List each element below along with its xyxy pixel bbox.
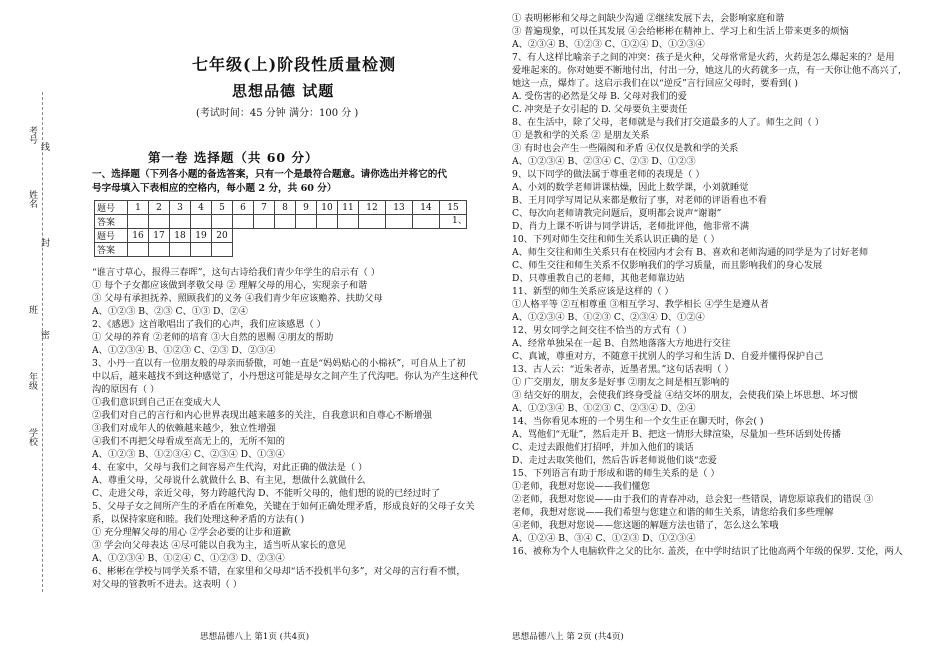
table-cell: 3 [170, 201, 191, 215]
section-title: 第一卷 选择题（共 60 分） [148, 150, 319, 165]
table-blank [233, 243, 467, 257]
school-label: 学校 [27, 428, 37, 446]
table-cell: 10 [317, 201, 338, 215]
question-line: ① 广交朋友，朋友多是好事 ②朋友之间是相互影响的 [512, 377, 730, 388]
table-cell: 11 [338, 201, 359, 215]
answer-cell[interactable] [149, 215, 170, 229]
table-row [95, 215, 467, 229]
question-line: ③ 结交好的朋友，会使我们终身受益 ④结交坏的朋友，会使我们染上坏思想、坏习惯 [512, 390, 858, 401]
question-line: C. 冲突是子女引起的 D. 父母要负主要责任 [512, 104, 688, 115]
answer-table [94, 200, 467, 257]
table-cell: 2 [149, 201, 170, 215]
page-footer-left: 思想品德八上 第1页 (共4页) [200, 632, 310, 642]
question-line: A、①②③④ B、①②③ C、②③④ D、①②④ [512, 312, 705, 323]
question-line: ① 表明彬彬和父母之间缺少沟通 ②继续发展下去，会影响家庭和谐 [512, 13, 785, 24]
question-line: 7、有人这样比喻亲子之间的冲突：孩子是火种，父母常常是火药，火药是怎么爆起来的？是用 [512, 52, 895, 63]
question-line: ① 是教和学的关系 ② 是朋友关系 [512, 130, 650, 141]
question-line: A、骂他们“无耻”，然后走开 B、把这一情形大肆渲染，尽量加一些环话到处传播 [512, 429, 841, 440]
answer-cell[interactable] [317, 215, 338, 229]
table-cell: 15 [440, 201, 467, 215]
question-1-number: 1、 [452, 215, 468, 226]
question-line: ③我们对成年人的依赖越来越少，独立性增强 [92, 423, 276, 434]
question-line: A、②③④ B、①②③ C、①②④ D、①②③④ [512, 39, 705, 50]
answer-cell[interactable] [128, 215, 149, 229]
question-line: 10、下列对师生交往和师生关系认识正确的是（ ） [512, 234, 720, 245]
question-line: A、①②④ B、③④ C、①②③ D、①②③④ [512, 533, 696, 544]
question-line: ① 每个子女都应该做到孝敬父母 ② 理解父母的用心，实现亲子和谐 [92, 280, 368, 291]
question-line: ④我们不再把父母看成至高无上的，无所不知的 [92, 436, 285, 447]
seal-text-secret: 密 [39, 330, 49, 339]
seal-text-seal: 封 [39, 238, 49, 247]
section-instruction-1: 一、选择题（下列各小题的备选答案，只有一个是最符合题意。请你选出并将它的代 [92, 169, 447, 180]
question-line: 15、下列语言有助于形成和谐的师生关系的是（ ） [512, 468, 720, 479]
question-line: 12、男女同学之间交往不恰当的方式有（ ） [512, 325, 692, 336]
question-line: 2、《感恩》这首歌唱出了我们的心声，我们应该感恩（ ） [92, 319, 326, 330]
question-line: 老师，我想对您说——我们希望与您建立和谐的师生关系，请您给我们多些理解 [512, 507, 834, 518]
table-cell: 1 [128, 201, 149, 215]
left-column [92, 266, 478, 591]
question-line: B、王月同学写周记从来都是敷衍了事，对老师的评语看也不看 [512, 195, 767, 206]
question-line: “谁言寸草心，报得三春晖”，这句古诗给我们青少年学生的启示有（ ） [92, 267, 380, 278]
answer-cell[interactable] [212, 243, 233, 257]
question-line: 5、父母子女之间所产生的矛盾在所难免，关键在于如何正确处理矛盾，形成良好的父母子女关 [92, 501, 475, 512]
question-line: C、走进父母，亲近父母，努力跨越代沟 D、不能听父母的，他们想的说的已经过时了 [92, 488, 441, 499]
question-line: 11、新型的师生关系应该是这样的（ ） [512, 286, 674, 297]
table-cell: 17 [149, 229, 170, 243]
table-blank [233, 229, 467, 243]
exam-no-label: 考号 [27, 126, 37, 144]
answer-cell[interactable] [296, 215, 317, 229]
question-line: ③ 有时也会产生一些隔阂和矛盾 ④仅仅是教和学的关系 [512, 143, 739, 154]
question-line: 3、小丹一直以有一位朋友般的母亲而骄傲，可她一直是“妈妈贴心的小棉袄”，可自从上了初 [92, 358, 466, 369]
question-line: A、①②③ B、②③ C、①③ D、②④ [92, 306, 248, 317]
answer-cell[interactable] [338, 215, 359, 229]
right-column [512, 12, 942, 558]
question-line: D、只尊重教自己的老师，其他老师靠边站 [512, 273, 685, 284]
question-line: A、①②③④ B、①②③ C、②③④ D、②④ [512, 403, 696, 414]
question-line: ③ 学会向父母表达 ④尽可能以自我为主，适当听从家长的意见 [92, 540, 346, 551]
answer-cell[interactable] [170, 243, 191, 257]
question-line: 爱堆起来的。你对她要不断地付出，付出一分，她这儿的火药就多一点，有一天你让他不高兴了， [512, 65, 908, 76]
page-footer-right: 思想品德八上 第 2页 (共4页) [512, 632, 624, 642]
question-line: 系，以保持家庭和睦。我们处理这种矛盾的方法有( ) [92, 514, 305, 525]
table-cell: 6 [233, 201, 254, 215]
answer-cell[interactable] [128, 243, 149, 257]
exam-meta: (考试时间：45 分钟 满分：100 分 ) [196, 108, 359, 119]
question-line: C、每次向老师请教完问题后，夏明都会说声“谢谢” [512, 208, 722, 219]
table-row [95, 201, 467, 215]
table-cell: 7 [254, 201, 275, 215]
question-line: A、①②③④ B、②③④ C、②③ D、①②③ [512, 156, 696, 167]
question-line: ④老师，我想对您说——您这题的解题方法也错了，怎么这么笨哦 [512, 520, 779, 531]
question-line: C、真诚，尊重对方，不随意干扰别人的学习和生活 D、自爱并懂得保护自己 [512, 351, 824, 362]
answer-cell[interactable] [212, 215, 233, 229]
table-cell: 8 [275, 201, 296, 215]
section-instruction-2: 号字母填入下表相应的空格内，每小题 2 分，共 60 分） [92, 183, 337, 194]
question-line: A、尊重父母，父母说什么就做什么 B、有主见，想做什么就做什么 [92, 475, 366, 486]
question-line: 对父母的管教听不进去。这表明（ ） [92, 579, 242, 590]
answer-cell[interactable] [413, 215, 440, 229]
table-cell: 13 [386, 201, 413, 215]
seal-text-line: 线 [39, 142, 49, 151]
question-line: D、走过去取笑他们，然后告诉老师说他们谈“恋爱 [512, 455, 717, 466]
question-line: 沟的原因有（ ） [92, 384, 160, 395]
question-line: A、师生交往和师生关系只有在校园内才会有 B、喜欢和老师沟通的同学是为了讨好老师 [512, 247, 869, 258]
exam-subtitle: 思想品德 试题 [232, 82, 335, 100]
question-line: ①我们意识到自己正在变成大人 [92, 397, 221, 408]
question-line: A、小刘的数学老师讲课枯燥，因此上数学课，小刘就睡觉 [512, 182, 749, 193]
question-line: 14、当你看见本班的一个男生和一个女生正在聊天时，你会( ) [512, 416, 764, 427]
table-row [95, 229, 467, 243]
question-line: 她这一点，爆炸了。这启示我们在以“逆反”言行回应父母时，要看到( ) [512, 78, 798, 89]
question-line: ③ 普遍现象，可以任其发展 ④会给彬彬在精神上、学习上和生活上带来更多的烦恼 [512, 26, 849, 37]
table-cell: 19 [191, 229, 212, 243]
question-line: ① 充分理解父母的用心 ②学会必要的让步和道歉 [92, 527, 291, 538]
table-cell: 题号 [95, 201, 128, 215]
table-row [95, 243, 467, 257]
name-label: 姓名 [27, 190, 37, 208]
table-cell: 题号 [95, 229, 128, 243]
question-line: A、①②③ B、①②③④ C、②③④ D、①③④ [92, 449, 285, 460]
answer-cell[interactable] [275, 215, 296, 229]
table-cell: 答案 [95, 243, 128, 257]
question-line: A、经常单独呆在一起 B、自然地落落大方地进行交往 [512, 338, 731, 349]
question-line: C、师生交往和师生关系不仅影响我们的学习质量，而且影响我们的身心发展 [512, 260, 823, 271]
question-line: 9、以下同学的做法属于尊重老师的表现是（ ） [512, 169, 705, 180]
question-line: 13、古人云：“近朱者赤，近墨者黑。”这句话表明（ ） [512, 364, 734, 375]
question-line: 16、被称为个人电脑软件之父的比尔. 盖茨，在中学时结识了比他高两个年级的保罗. 艾伦，两人 [512, 546, 903, 557]
question-line: ②老师，我想对您说——由于我们的青春冲动，总会犯一些错误，请您原谅我们的错误 ③ [512, 494, 874, 505]
question-line: ①人格平等 ②互相尊重 ③相互学习、教学相长 ④学生是遵从者 [512, 299, 769, 310]
exam-title: 七年级(上)阶段性质量检测 [192, 55, 397, 74]
answer-cell[interactable] [359, 215, 386, 229]
answer-cell[interactable] [191, 243, 212, 257]
answer-cell[interactable] [233, 215, 254, 229]
table-cell: 5 [212, 201, 233, 215]
table-cell: 4 [191, 201, 212, 215]
answer-cell[interactable] [191, 215, 212, 229]
question-line: C、走过去跟他们打招呼，并加入他们的谈话 [512, 442, 694, 453]
answer-cell[interactable] [386, 215, 413, 229]
table-cell: 20 [212, 229, 233, 243]
table-cell: 14 [413, 201, 440, 215]
question-line: A、①②③④ B、①②④ C、①②③ D、②③④ [92, 553, 285, 564]
answer-cell[interactable] [170, 215, 191, 229]
class-label: 班 [27, 305, 37, 314]
table-cell: 9 [296, 201, 317, 215]
answer-cell[interactable] [149, 243, 170, 257]
question-line: 8、在生活中，除了父母，老师就是与我们打交道最多的人了。师生之间（ ） [512, 117, 824, 128]
question-line: 4、在家中，父母与我们之间容易产生代沟，对此正确的做法是（ ） [92, 462, 368, 473]
table-cell: 12 [359, 201, 386, 215]
question-line: A. 受伤害的必然是父母 B. 父母对我们的爱 [512, 91, 687, 102]
table-cell: 答案 [95, 215, 128, 229]
grade-label: 年级 [27, 372, 37, 390]
question-line: 中以后，越来越找不到这种感觉了，小丹想这可能是母女之间产生了代沟吧。你认为产生这种代 [92, 371, 478, 382]
question-line: A、①②③④ B、①②③ C、②③ D、②③④ [92, 345, 276, 356]
question-line: D、肖力上课不听讲与同学讲话，老师批评他，他非常不满 [512, 221, 750, 232]
question-line: 6、彬彬在学校与同学关系不错，在家里和父母却“话不投机半句多”，对父母的言行看不惯， [92, 566, 466, 577]
question-line: ① 父母的养育 ②老师的培育 ③大自然的恩赐 ④朋友的帮助 [92, 332, 334, 343]
question-line: ③ 父母有承担抚养、照顾我们的义务 ④我们青少年应该赡养、扶助父母 [92, 293, 383, 304]
binding-line [42, 92, 43, 592]
question-line: ①老师，我想对您说——我们懂您 [512, 481, 650, 492]
table-cell: 16 [128, 229, 149, 243]
question-line: ②我们对自己的言行和内心世界表现出越来越多的关注，自我意识和自尊心不断增强 [92, 410, 432, 421]
table-cell: 18 [170, 229, 191, 243]
answer-cell[interactable] [254, 215, 275, 229]
